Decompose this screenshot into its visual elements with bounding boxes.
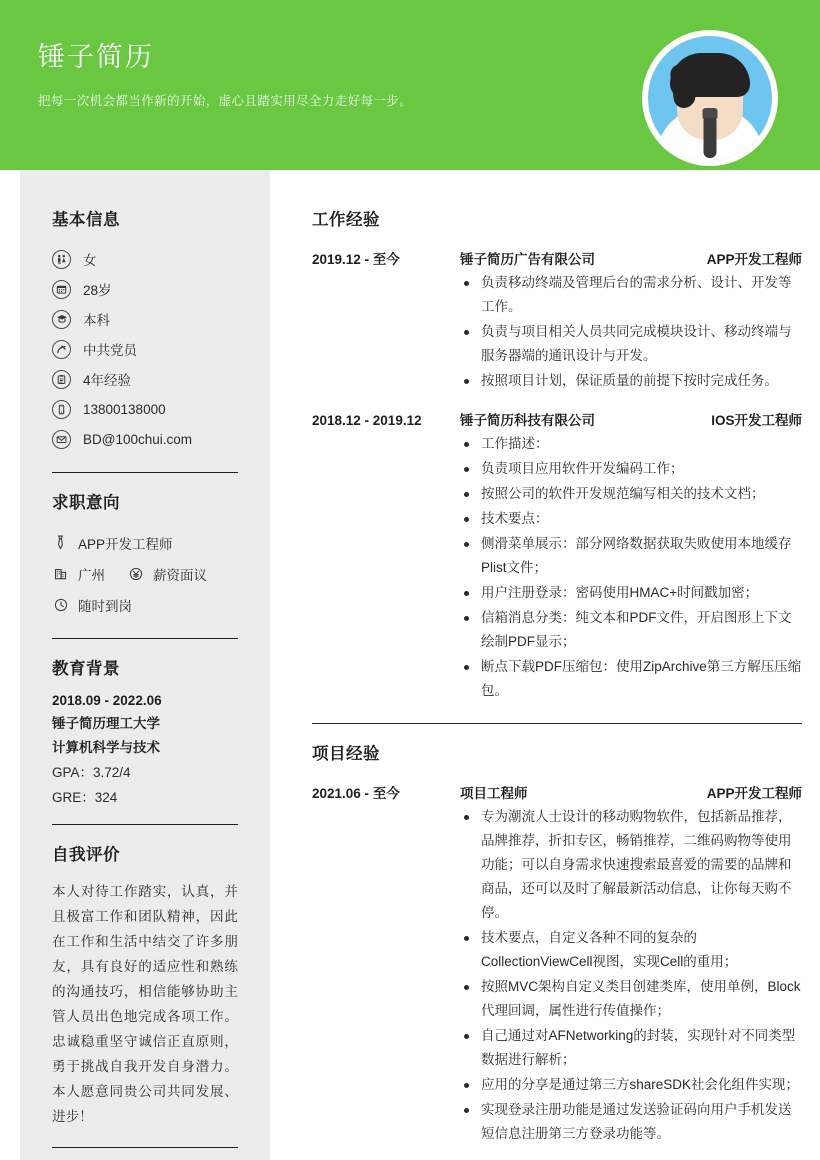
sidebar — [20, 170, 270, 1160]
list-item: 负责项目应用软件开发编码工作； — [460, 457, 802, 481]
section-title-project-experience: 项目经验 — [312, 745, 380, 763]
project-entry-bullets — [460, 805, 802, 1146]
clock-icon — [52, 596, 69, 613]
work-entry-date: 2018.12 - 2019.12 — [312, 413, 422, 428]
self-evaluation-text: 本人对待工作踏实，认真，并且极富工作和团队精神，因此在工作和生活中结交了许多朋友，具有良好的适应性和熟练的沟通技巧，相信能够协助主管人员出色地完成各项工作。忠诚稳重坚守诚信正直原则，勇于挑战自我开发自身潜力。本人愿意同贵公司共同发展、进步！ — [52, 884, 238, 1124]
education-school: 锤子简历理工大学 — [52, 716, 160, 731]
section-title-work-experience: 工作经验 — [312, 211, 380, 229]
list-item: 负责与项目相关人员共同完成模块设计、移动终端与服务器端的通讯设计与开发。 — [460, 320, 802, 368]
education-gre: GRE：324 — [52, 790, 118, 805]
list-item: 自己通过对AFNetworking的封装，实现针对不同类型数据进行解析； — [460, 1024, 802, 1072]
work-entry-bullets — [460, 432, 802, 703]
info-row-email — [52, 424, 238, 454]
party-icon — [52, 340, 71, 359]
divider — [52, 1147, 238, 1148]
education-date: 2018.09 - 2022.06 — [52, 693, 162, 708]
avatar-photo — [648, 36, 772, 160]
info-row-experience — [52, 364, 238, 394]
info-value-gender: 女 — [83, 253, 97, 268]
list-item: 按照项目计划，保证质量的前提下按时完成任务。 — [460, 369, 802, 393]
info-row-phone — [52, 394, 238, 424]
main-content — [270, 170, 820, 1160]
work-entry-org: 锤子简历科技有限公司 — [460, 413, 595, 428]
project-entry-header — [312, 782, 802, 802]
envelope-icon — [52, 430, 71, 449]
page-title: 锤子简历 — [38, 42, 154, 72]
list-item: 按照公司的软件开发规范编写相关的技术文档； — [460, 482, 802, 506]
divider — [52, 472, 238, 473]
project-entry — [312, 782, 802, 1146]
intent-value-position: APP开发工程师 — [78, 536, 173, 552]
intent-value-salary: 薪资面议 — [153, 567, 207, 583]
info-row-political-status — [52, 334, 238, 364]
resume-header — [0, 0, 820, 170]
info-value-education-level: 本科 — [83, 313, 110, 328]
work-entry-header — [312, 248, 802, 268]
graduation-icon — [52, 310, 71, 329]
divider — [52, 824, 238, 825]
info-value-phone: 13800138000 — [83, 401, 166, 417]
calendar-icon — [52, 280, 71, 299]
list-item: 负责移动终端及管理后台的需求分析、设计、开发等工作。 — [460, 271, 802, 319]
work-entry-header — [312, 409, 802, 429]
work-entry-date: 2019.12 - 至今 — [312, 252, 400, 267]
list-item: 技术要点： — [460, 507, 802, 531]
phone-icon — [52, 400, 71, 419]
project-entry-org: 项目工程师 — [460, 786, 528, 801]
intent-row-availability — [52, 589, 238, 620]
intent-value-availability: 随时到岗 — [78, 598, 132, 614]
divider — [312, 723, 802, 724]
section-title-self-evaluation: 自我评价 — [52, 846, 120, 864]
tie-icon — [52, 534, 69, 551]
divider — [52, 638, 238, 639]
project-entry-role: APP开发工程师 — [706, 786, 802, 801]
list-item: 侧滑菜单展示：部分网络数据获取失败使用本地缓存Plist文件； — [460, 532, 802, 580]
section-title-job-intention: 求职意向 — [52, 494, 120, 512]
work-entry-bullets — [460, 271, 802, 393]
list-item: 工作描述： — [460, 432, 802, 456]
intent-value-city: 广州 — [78, 567, 105, 583]
list-item: 技术要点，自定义各种不同的复杂的CollectionViewCell视图，实现Cell的重用； — [460, 926, 802, 974]
yen-icon — [127, 565, 144, 582]
info-row-education-level — [52, 304, 238, 334]
work-entry-org: 锤子简历广告有限公司 — [460, 252, 595, 267]
info-value-age: 28岁 — [83, 283, 112, 298]
list-item: 断点下载PDF压缩包：使用ZipArchive第三方解压压缩包。 — [460, 655, 802, 703]
project-entry-date: 2021.06 - 至今 — [312, 786, 400, 801]
info-value-email: BD@100chui.com — [83, 431, 193, 447]
section-title-education: 教育背景 — [52, 660, 120, 678]
info-value-experience: 4年经验 — [83, 373, 132, 388]
list-item: 按照MVC架构自定义类目创建类库，使用单例，Block代理回调，属性进行传值操作； — [460, 975, 802, 1023]
work-entry-role: IOS开发工程师 — [711, 413, 802, 428]
work-entry — [312, 409, 802, 703]
info-row-age — [52, 274, 238, 304]
intent-row-position — [52, 527, 238, 558]
intent-row-city-salary — [52, 558, 238, 589]
gender-icon — [52, 250, 71, 269]
list-item: 用户注册登录：密码使用HMAC+时间戳加密； — [460, 581, 802, 605]
education-major: 计算机科学与技术 — [52, 740, 160, 755]
work-entry — [312, 248, 802, 393]
list-item: 专为潮流人士设计的移动购物软件，包括新品推荐，品牌推荐，折扣专区，畅销推荐，二维码购物等使用功能；可以自身需求快速搜索最喜爱的需要的品牌和商品，还可以及时了解最新活动信息，让你每天购不停。 — [460, 805, 802, 925]
building-icon — [52, 565, 69, 582]
section-title-basic-info: 基本信息 — [52, 211, 120, 229]
education-gpa: GPA：3.72/4 — [52, 765, 131, 780]
work-entry-role: APP开发工程师 — [706, 252, 802, 267]
info-row-gender — [52, 244, 238, 274]
list-item: 信箱消息分类：纯文本和PDF文件，开启图形上下文绘制PDF显示； — [460, 606, 802, 654]
list-item: 应用的分享是通过第三方shareSDK社会化组件实现； — [460, 1073, 802, 1097]
list-item: 实现登录注册功能是通过发送验证码向用户手机发送短信息注册第三方登录功能等。 — [460, 1098, 802, 1146]
header-slogan: 把每一次机会都当作新的开始，虚心且踏实用尽全力走好每一步。 — [38, 94, 413, 108]
info-value-political-status: 中共党员 — [83, 343, 137, 358]
clipboard-icon — [52, 370, 71, 389]
avatar — [642, 30, 778, 166]
